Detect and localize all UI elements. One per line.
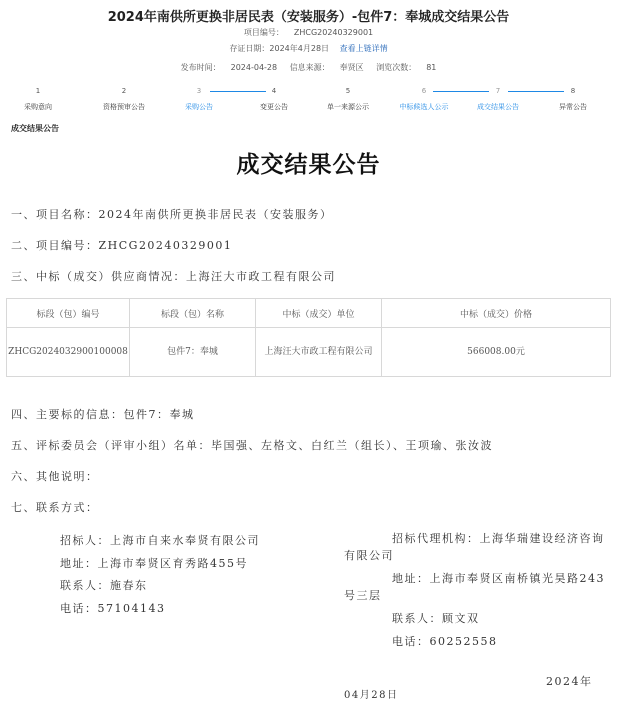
col-lot-name: 标段（包）名称 (130, 299, 256, 328)
step-label: 采购公告 (185, 103, 213, 111)
step-number: 2 (121, 87, 127, 95)
view-chain-details-link[interactable]: 查看上链详情 (339, 44, 388, 53)
tenderer-address: 地址：上海市奉贤区育秀路455号 (60, 557, 248, 570)
publish-time-value: 2024-04-28 (230, 63, 278, 72)
cell-lot-name: 包件7：奉城 (130, 328, 256, 377)
project-number-value: ZHCG20240329001 (293, 28, 374, 37)
step-procurement-notice[interactable] (162, 86, 236, 112)
agency-contact-person: 联系人：顾文双 (392, 612, 480, 625)
section-tag: 成交结果公告 (11, 124, 59, 133)
step-label: 变更公告 (260, 103, 288, 111)
item-committee: 五、评标委员会（评审小组）名单：毕国强、左格文、白红兰（组长）、王项瑜、张汝波 (11, 439, 493, 452)
step-label: 单一来源公示 (327, 103, 369, 111)
info-source (290, 63, 364, 72)
step-number: 1 (35, 87, 41, 95)
publish-info-line (0, 62, 617, 73)
cell-lot-code: ZHCG2024032900100008 (7, 328, 130, 377)
page-title: 2024年南供所更换非居民表（安装服务）-包件7：奉城成交结果公告 (107, 10, 510, 25)
step-label: 资格预审公告 (103, 103, 145, 111)
step-label: 中标候选人公示 (399, 103, 449, 111)
col-price: 中标（成交）价格 (382, 299, 611, 328)
view-count (376, 63, 436, 72)
agency-phone: 电话：60252558 (392, 635, 498, 648)
col-winner: 中标（成交）单位 (256, 299, 382, 328)
item-project-name: 一、项目名称：2024年南供所更换非居民表（安装服务） (11, 208, 333, 221)
view-count-label: 浏览次数： (376, 63, 417, 72)
item-project-number: 二、项目编号：ZHCG20240329001 (11, 239, 233, 252)
step-label: 异常公告 (559, 103, 587, 111)
item-supplier: 三、中标（成交）供应商情况：上海汪大市政工程有限公司 (11, 270, 336, 283)
evidence-date-value: 2024年4月28日 (269, 44, 330, 53)
project-number-line (0, 27, 617, 38)
step-number: 4 (271, 87, 277, 95)
evidence-date-label: 存证日期： (229, 44, 270, 53)
tenderer-org: 招标人：上海市自来水奉贤有限公司 (60, 534, 260, 547)
col-lot-code: 标段（包）编号 (7, 299, 130, 328)
publish-time (181, 63, 278, 72)
step-change-notice[interactable] (237, 86, 311, 112)
tenderer-contact-person: 联系人：施春东 (60, 579, 148, 592)
project-number-label: 项目编号： (243, 28, 284, 37)
cell-winner: 上海汪大市政工程有限公司 (256, 328, 382, 377)
step-single-source[interactable] (311, 86, 385, 112)
date-year: 2024年 (546, 675, 593, 688)
agency-org: 招标代理机构：上海华瑞建设经济咨询有限公司 (344, 532, 605, 562)
step-number: 6 (421, 87, 427, 95)
step-number: 7 (495, 87, 501, 95)
info-source-value: 奉贤区 (339, 63, 364, 72)
result-table (6, 298, 611, 377)
date-month-day: 04月28日 (344, 690, 399, 701)
tenderer-phone: 电话：57104143 (60, 602, 166, 615)
item-contact: 七、联系方式： (11, 501, 99, 514)
step-bid-candidate[interactable] (387, 86, 461, 112)
step-label: 采购意向 (24, 103, 52, 111)
step-prequalification[interactable] (87, 86, 161, 112)
step-number: 5 (345, 87, 351, 95)
document-title: 成交结果公告 (236, 152, 381, 178)
item-other-notes: 六、其他说明： (11, 470, 99, 483)
procurement-step-bar (0, 86, 617, 116)
agency-contact-block (344, 530, 610, 650)
item-main-subject: 四、主要标的信息：包件7：奉城 (11, 408, 195, 421)
step-number: 8 (570, 87, 576, 95)
table-header-row (7, 299, 611, 328)
view-count-value: 81 (426, 63, 437, 72)
step-exception-notice[interactable] (536, 86, 610, 112)
step-label: 成交结果公告 (477, 103, 519, 111)
step-number: 3 (196, 87, 202, 95)
evidence-line (0, 43, 617, 54)
info-source-label: 信息来源： (289, 63, 330, 72)
cell-price: 566008.00元 (382, 328, 611, 377)
table-row (7, 328, 611, 377)
agency-address: 地址：上海市奉贤区南桥镇光昊路243号三层 (344, 572, 605, 602)
step-purchase-intent[interactable] (1, 86, 75, 112)
publish-time-label: 发布时间： (180, 63, 221, 72)
step-deal-result[interactable] (461, 86, 535, 112)
